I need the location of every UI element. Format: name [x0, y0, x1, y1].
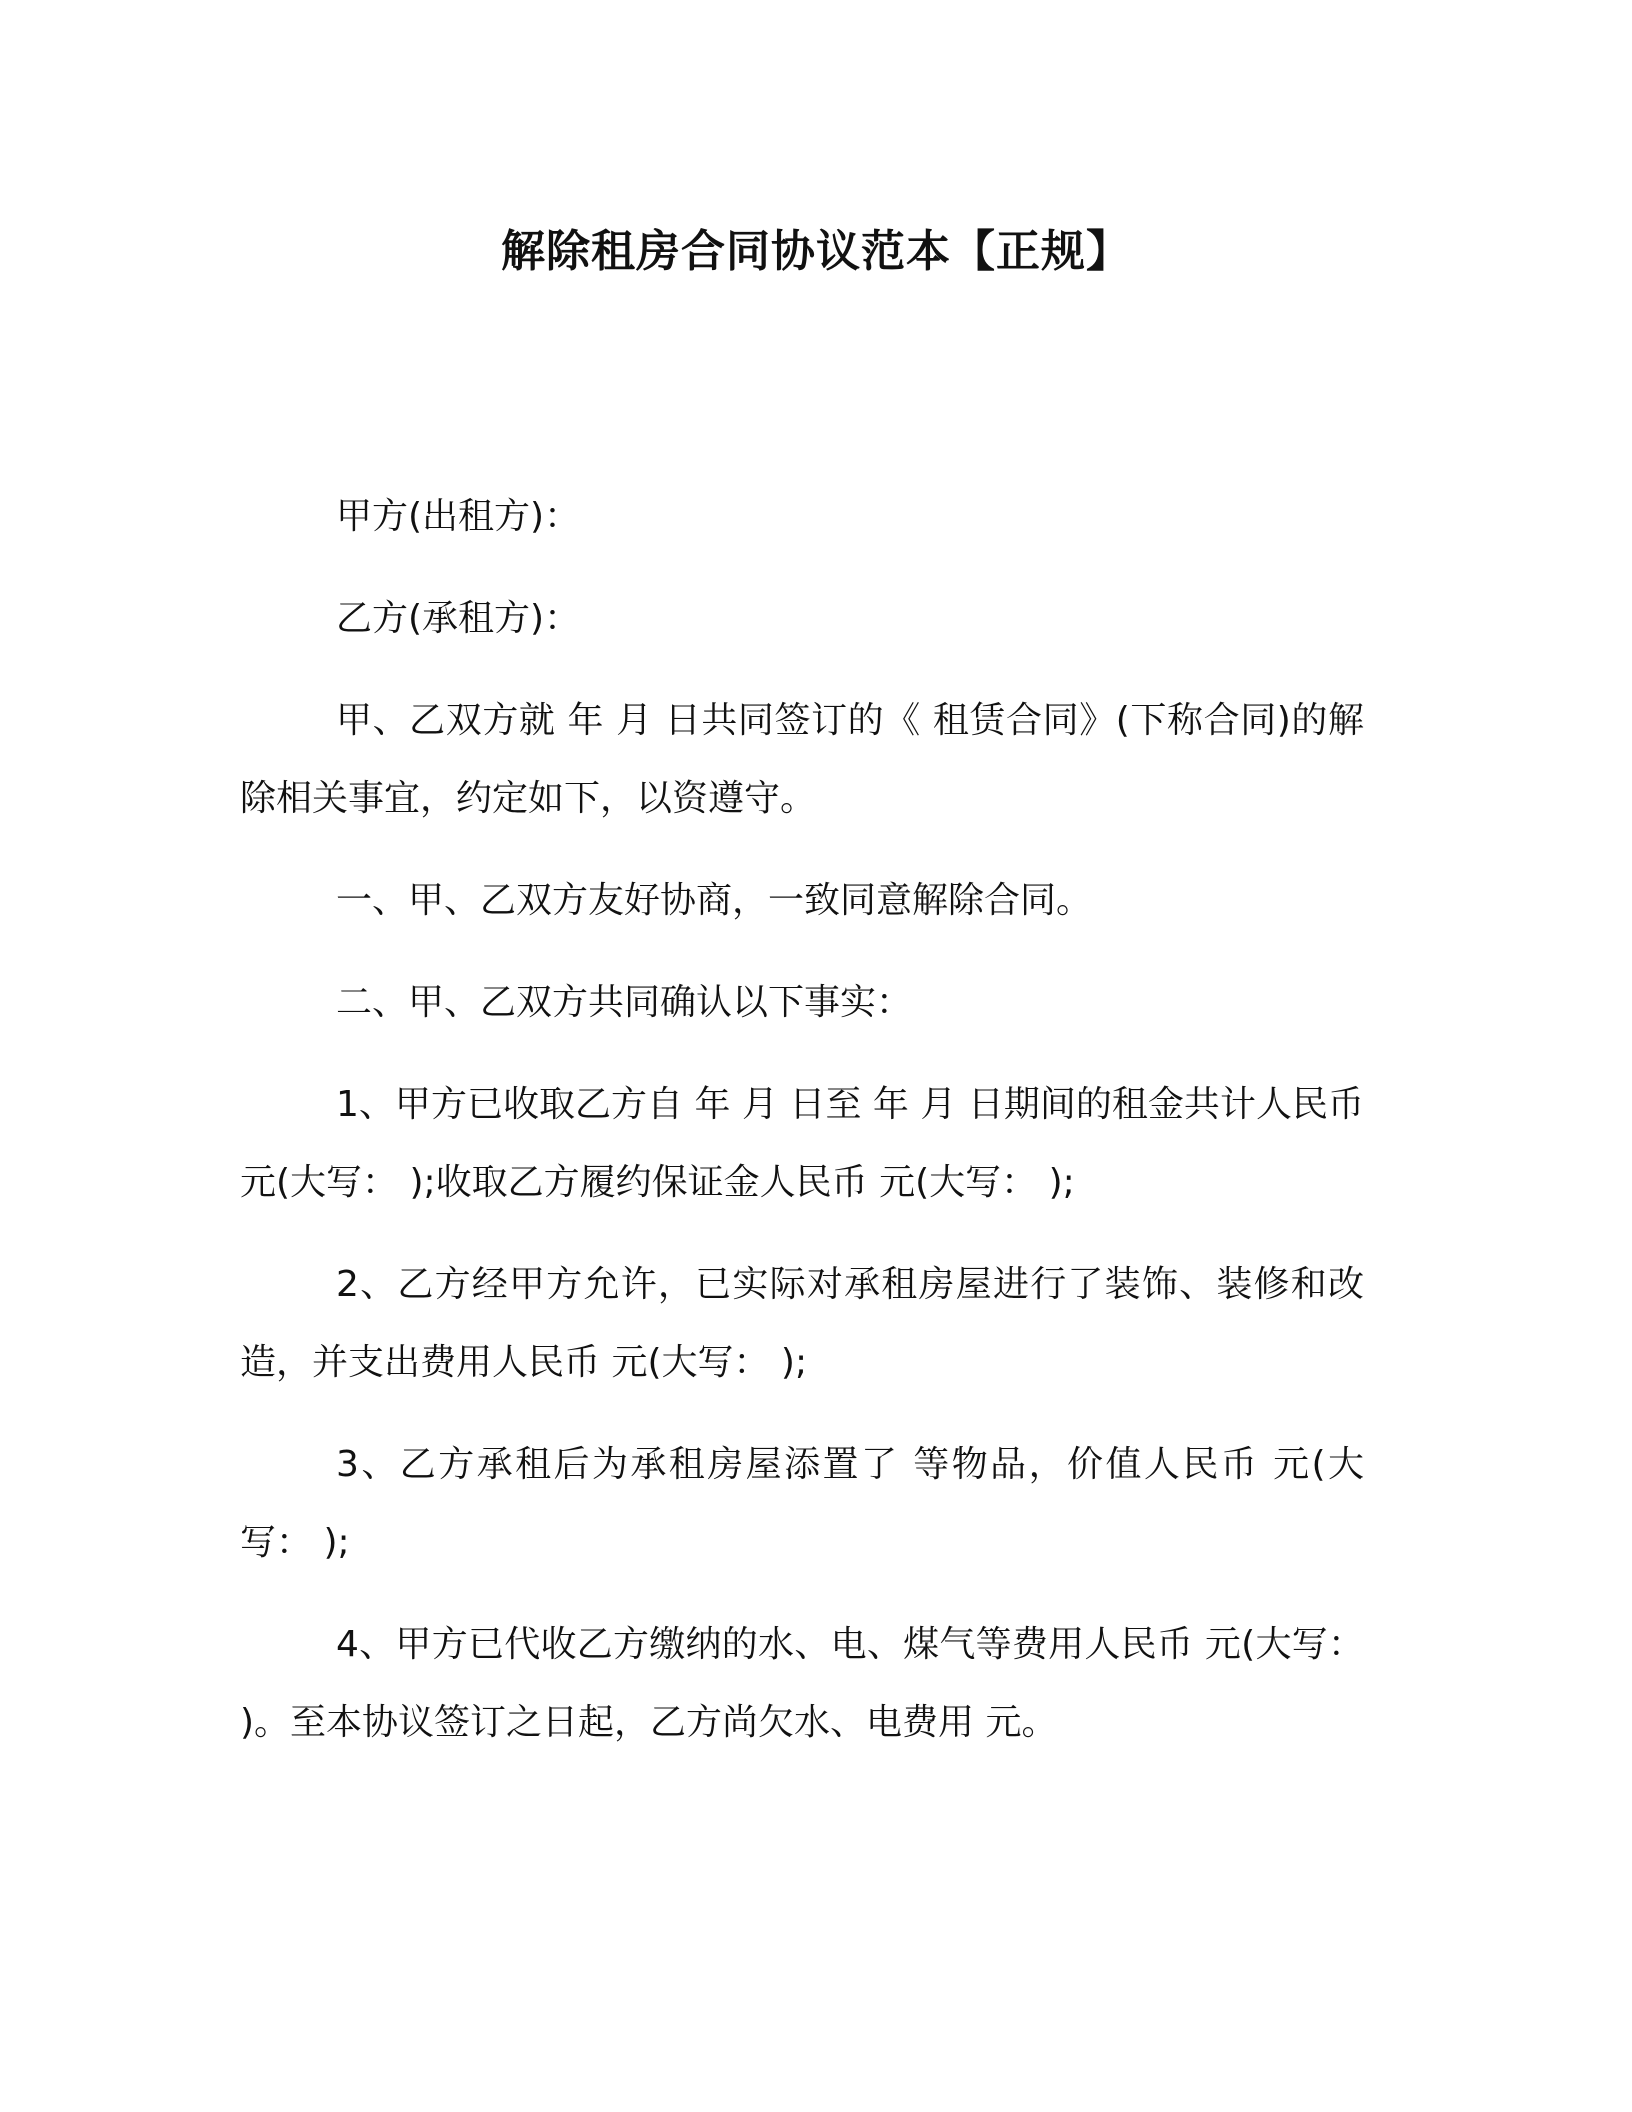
fact-item-1: 1、甲方已收取乙方自 年 月 日至 年 月 日期间的租金共计人民币 元(大写： );收取乙方履约保证金人民币 元(大写： ); — [240, 1084, 1364, 1203]
clause-two: 二、甲、乙双方共同确认以下事实： — [336, 982, 913, 1023]
fact-item-4: 4、甲方已代收乙方缴纳的水、电、煤气等费用人民币 元(大写： )。至本协议签订之日起，乙方尚欠水、电费用 元。 — [240, 1624, 1364, 1743]
document-title: 解除租房合同协议范本【正规】 — [501, 226, 1131, 277]
party-b-line: 乙方(承租方)： — [336, 598, 581, 639]
intro-paragraph: 甲、乙双方就 年 月 日共同签订的《 租赁合同》(下称合同)的解除相关事宜，约定如下，以资遵守。 — [240, 700, 1364, 819]
fact-item-2: 2、乙方经甲方允许，已实际对承租房屋进行了装饰、装修和改造，并支出费用人民币 元(大写： ); — [240, 1264, 1364, 1383]
fact-item-3: 3、乙方承租后为承租房屋添置了 等物品，价值人民币 元(大写： ); — [240, 1444, 1364, 1563]
document-body — [240, 478, 1364, 1786]
party-a-line: 甲方(出租方)： — [336, 496, 581, 537]
clause-one: 一、甲、乙双方友好协商，一致同意解除合同。 — [336, 880, 1093, 921]
